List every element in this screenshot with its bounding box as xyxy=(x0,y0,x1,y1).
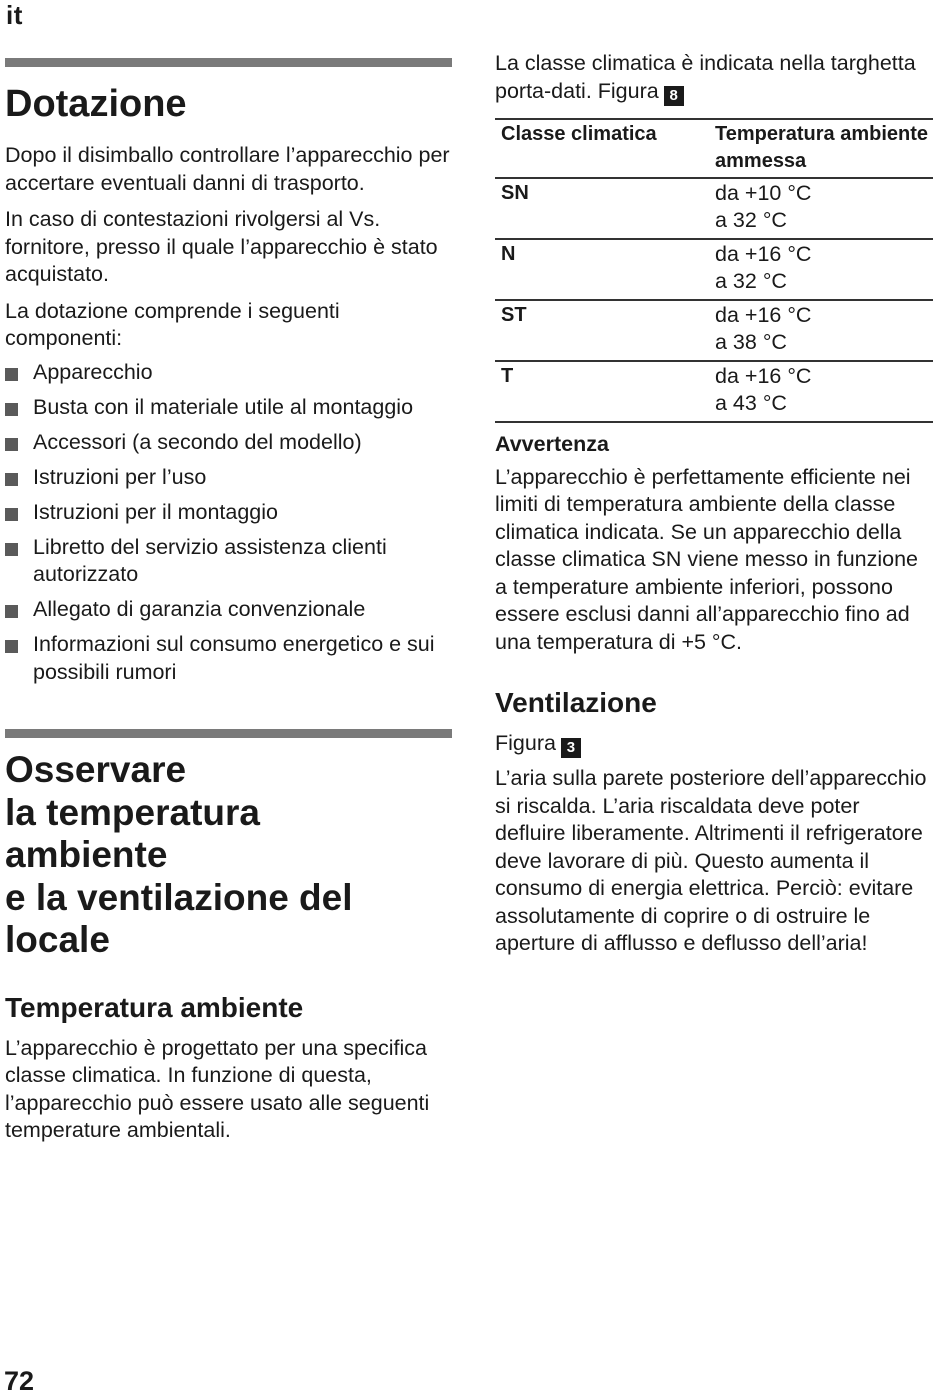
list-item: Apparecchio xyxy=(5,359,452,387)
bullet-square-icon xyxy=(5,508,18,521)
notice-heading: Avvertenza xyxy=(495,431,609,456)
bullet-square-icon xyxy=(5,368,18,381)
section-rule xyxy=(5,58,452,67)
list-item: Busta con il materiale utile al montaggio xyxy=(5,394,452,422)
section-title-osservare: Osservare la temperatura ambiente e la ventilazione del locale xyxy=(5,749,353,960)
table-row xyxy=(495,361,933,422)
temperature-range-cell: da +16 °C a 32 °C xyxy=(709,239,933,300)
temperature-range-cell: da +16 °C a 38 °C xyxy=(709,300,933,361)
list-item: Libretto del servizio assistenza clienti autorizzato xyxy=(5,534,452,589)
climate-class-cell: SN xyxy=(495,178,709,239)
table-row xyxy=(495,239,933,300)
climate-class-cell: N xyxy=(495,239,709,300)
right-column xyxy=(495,50,935,958)
left-column xyxy=(5,58,452,1145)
subsection-title-temperatura: Temperatura ambiente xyxy=(5,991,304,1023)
table-row xyxy=(495,300,933,361)
subsection-title-ventilazione: Ventilazione xyxy=(495,687,657,718)
notice-text: L’apparecchio è perfettamente efficiente nei limiti di temperatura ambiente della classe climatica indicata. Se un apparecchio della classe climatica SN viene messo in funzione a temperature ambiente inferiori, possono essere esclusi danni all’apparecchio fino ad una temperatura di +5 °C. xyxy=(495,464,919,654)
page-number: 72 xyxy=(4,1366,35,1396)
figure-ref-badge: 8 xyxy=(664,86,684,106)
contents-list xyxy=(5,359,452,687)
section-title-dotazione: Dotazione xyxy=(5,83,187,125)
paragraph-rating-plate: La classe climatica è indicata nella targhetta porta-dati. Figura 8 xyxy=(495,51,916,104)
figure-ref-badge: 3 xyxy=(561,738,581,758)
climate-class-table xyxy=(495,118,933,423)
table-row xyxy=(495,178,933,239)
table-header-class: Classe climatica xyxy=(495,119,709,178)
temperature-range-cell: da +16 °C a 43 °C xyxy=(709,361,933,422)
paragraph-climate-class: L’apparecchio è progettato per una specifica classe climatica. In funzione di questa, l’apparecchio può essere usato alle seguenti temperature ambientali. xyxy=(5,1035,430,1142)
bullet-square-icon xyxy=(5,438,18,451)
list-item: Accessori (a secondo del modello) xyxy=(5,429,452,457)
bullet-square-icon xyxy=(5,605,18,618)
list-item: Istruzioni per l’uso xyxy=(5,464,452,492)
bullet-square-icon xyxy=(5,543,18,556)
language-code: it xyxy=(6,0,23,30)
table-header-row xyxy=(495,119,933,178)
paragraph-contents-intro: La dotazione comprende i seguenti componenti: xyxy=(5,298,340,350)
paragraph-complaints: In caso di contestazioni rivolgersi al Vs. fornitore, presso il quale l’apparecchio è stato acquistato. xyxy=(5,207,438,286)
list-item: Istruzioni per il montaggio xyxy=(5,499,452,527)
figure-reference: Figura 3 xyxy=(495,730,935,758)
climate-class-cell: ST xyxy=(495,300,709,361)
section-rule xyxy=(5,729,452,738)
table-header-temperature: Temperatura ambiente ammessa xyxy=(709,119,933,178)
bullet-square-icon xyxy=(5,403,18,416)
list-item: Allegato di garanzia convenzionale xyxy=(5,596,452,624)
list-item: Informazioni sul consumo energetico e sui possibili rumori xyxy=(5,631,452,686)
paragraph-ventilation: L’aria sulla parete posteriore dell’apparecchio si riscalda. L’aria riscaldata deve poter defluire liberamente. Altrimenti il refrigeratore deve lavorare di più. Questo aumenta il consumo di energia elettrica. Perciò: evitare assolutamente di coprire o di ostruire le aperture di afflusso e deflusso dell’aria! xyxy=(495,766,927,955)
climate-class-cell: T xyxy=(495,361,709,422)
bullet-square-icon xyxy=(5,473,18,486)
temperature-range-cell: da +10 °C a 32 °C xyxy=(709,178,933,239)
bullet-square-icon xyxy=(5,640,18,653)
paragraph-unpacking: Dopo il disimballo controllare l’apparecchio per accertare eventuali danni di trasporto. xyxy=(5,143,450,195)
